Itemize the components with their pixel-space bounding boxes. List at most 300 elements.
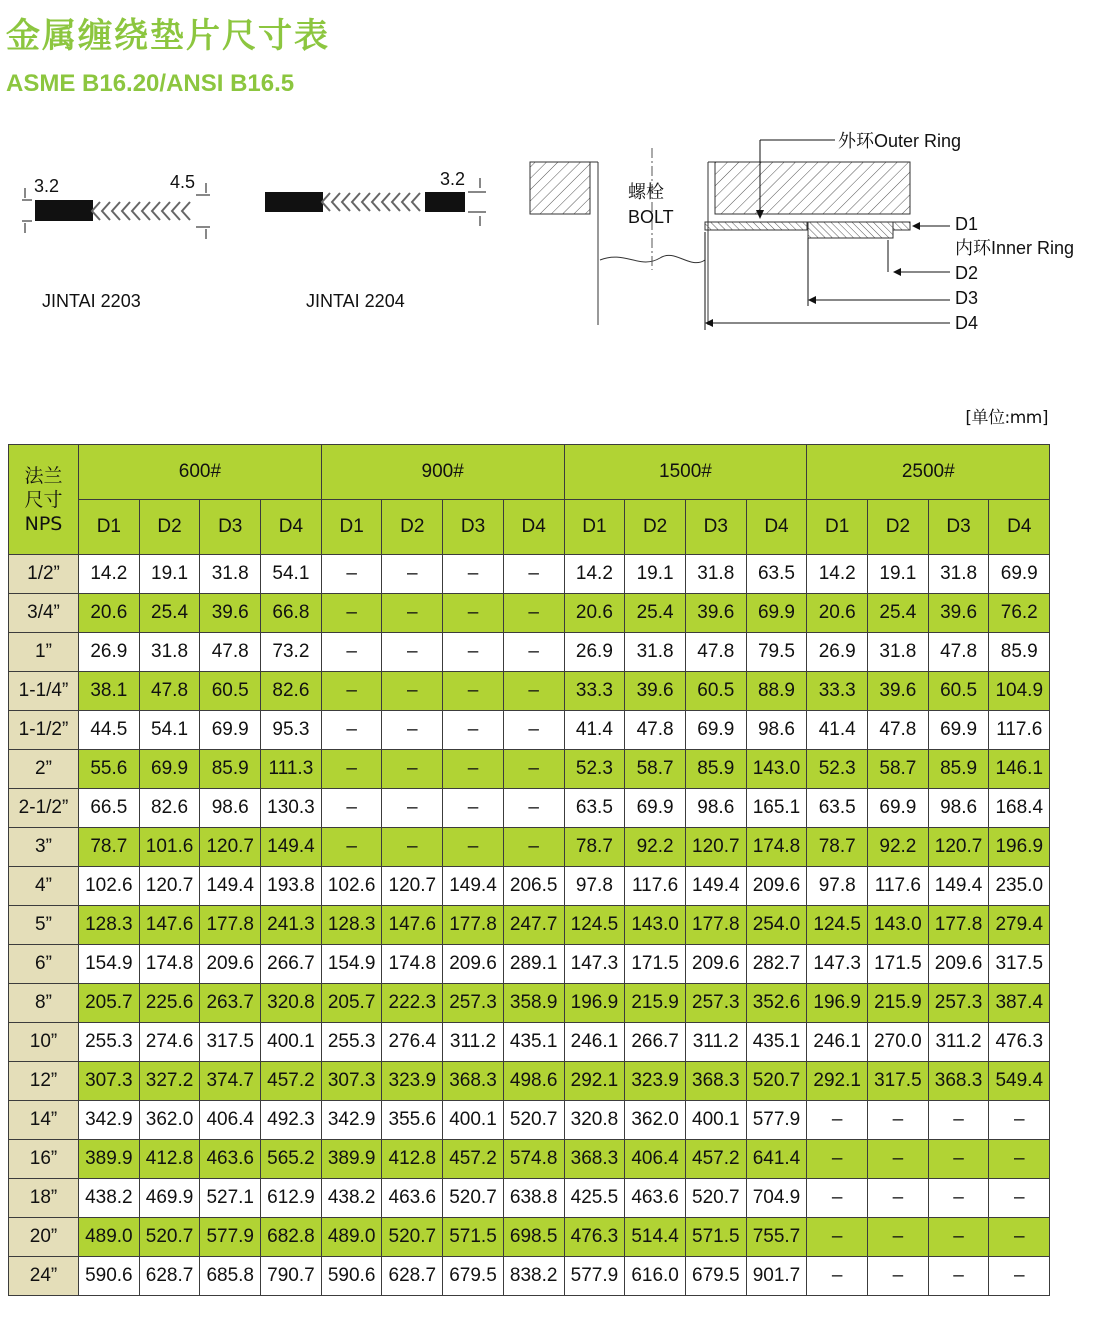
value-cell: 174.8 [746, 828, 807, 867]
value-cell: 489.0 [79, 1218, 140, 1257]
value-cell: 111.3 [261, 750, 322, 789]
value-cell: 574.8 [503, 1140, 564, 1179]
value-cell: 235.0 [989, 867, 1050, 906]
value-cell: 438.2 [321, 1179, 382, 1218]
value-cell: 14.2 [79, 555, 140, 594]
value-cell: 412.8 [139, 1140, 200, 1179]
dimension-header-2: D2 [625, 500, 686, 555]
pressure-class-header-row [9, 445, 1050, 500]
value-cell: 60.5 [200, 672, 261, 711]
value-cell: 39.6 [625, 672, 686, 711]
value-cell: 266.7 [261, 945, 322, 984]
d4-label: D4 [955, 313, 979, 333]
value-cell: – [382, 711, 443, 750]
value-cell: 520.7 [382, 1218, 443, 1257]
value-cell: 104.9 [989, 672, 1050, 711]
value-cell: 311.2 [443, 1023, 504, 1062]
nps-cell: 16” [9, 1140, 79, 1179]
value-cell: 387.4 [989, 984, 1050, 1023]
dimension-header-row [9, 500, 1050, 555]
page-subtitle: ASME B16.20/ANSI B16.5 [6, 70, 295, 97]
value-cell: 39.6 [200, 594, 261, 633]
value-cell: 457.2 [443, 1140, 504, 1179]
value-cell: 790.7 [261, 1257, 322, 1296]
value-cell: 98.6 [200, 789, 261, 828]
value-cell: 124.5 [564, 906, 625, 945]
value-cell: 92.2 [868, 828, 929, 867]
value-cell: 476.3 [989, 1023, 1050, 1062]
value-cell: – [989, 1101, 1050, 1140]
value-cell: – [443, 672, 504, 711]
value-cell: – [503, 828, 564, 867]
d2-label: D2 [955, 263, 979, 283]
value-cell: 69.9 [989, 555, 1050, 594]
table-body [9, 555, 1050, 1296]
value-cell: 14.2 [807, 555, 868, 594]
dimension-header-4: D4 [989, 500, 1050, 555]
gasket-2203-label: JINTAI 2203 [42, 291, 141, 311]
value-cell: – [807, 1179, 868, 1218]
value-cell: 469.9 [139, 1179, 200, 1218]
nps-cell: 20” [9, 1218, 79, 1257]
value-cell: 317.5 [989, 945, 1050, 984]
thickness-dim-left: 3.2 [34, 176, 60, 196]
value-cell: – [868, 1218, 929, 1257]
value-cell: 39.6 [868, 672, 929, 711]
value-cell: – [807, 1257, 868, 1296]
dimension-header-1: D1 [807, 500, 868, 555]
value-cell: – [443, 555, 504, 594]
value-cell: – [321, 711, 382, 750]
gasket-diagrams [0, 120, 1100, 345]
value-cell: 520.7 [685, 1179, 746, 1218]
value-cell: 149.4 [261, 828, 322, 867]
d3-label: D3 [955, 288, 979, 308]
value-cell: 317.5 [868, 1062, 929, 1101]
value-cell: 215.9 [868, 984, 929, 1023]
dimension-header-2: D2 [382, 500, 443, 555]
value-cell: 128.3 [79, 906, 140, 945]
value-cell: 317.5 [200, 1023, 261, 1062]
gasket-2203-figure [22, 172, 210, 311]
nps-cell: 5” [9, 906, 79, 945]
value-cell: 412.8 [382, 1140, 443, 1179]
value-cell: 527.1 [200, 1179, 261, 1218]
value-cell: 47.8 [139, 672, 200, 711]
outer-ring-label: 外环Outer Ring [838, 131, 962, 151]
value-cell: 165.1 [746, 789, 807, 828]
value-cell: – [503, 789, 564, 828]
inner-ring-shape [893, 222, 910, 230]
outer-ring-section [425, 192, 465, 212]
value-cell: 47.8 [625, 711, 686, 750]
value-cell: 628.7 [382, 1257, 443, 1296]
value-cell: – [321, 555, 382, 594]
spiral-winding-shape [808, 222, 893, 238]
table-row [9, 711, 1050, 750]
value-cell: 58.7 [625, 750, 686, 789]
value-cell: 577.9 [564, 1257, 625, 1296]
value-cell: 54.1 [139, 711, 200, 750]
value-cell: 209.6 [200, 945, 261, 984]
value-cell: 254.0 [746, 906, 807, 945]
table-row [9, 1140, 1050, 1179]
value-cell: 66.5 [79, 789, 140, 828]
dimension-header-3: D3 [200, 500, 261, 555]
value-cell: 60.5 [685, 672, 746, 711]
value-cell: 97.8 [807, 867, 868, 906]
dimension-header-4: D4 [503, 500, 564, 555]
value-cell: 400.1 [261, 1023, 322, 1062]
bolt-label-cn: 螺栓 [628, 182, 664, 202]
thickness-dim: 3.2 [440, 169, 466, 189]
value-cell: – [443, 789, 504, 828]
value-cell: 590.6 [79, 1257, 140, 1296]
unit-label: [单位:mm] [965, 408, 1048, 428]
value-cell: 149.4 [443, 867, 504, 906]
value-cell: 130.3 [261, 789, 322, 828]
value-cell: 196.9 [564, 984, 625, 1023]
value-cell: 292.1 [807, 1062, 868, 1101]
value-cell: 679.5 [685, 1257, 746, 1296]
value-cell: 257.3 [443, 984, 504, 1023]
value-cell: – [807, 1101, 868, 1140]
value-cell: – [382, 750, 443, 789]
nps-cell: 1-1/2” [9, 711, 79, 750]
value-cell: 263.7 [200, 984, 261, 1023]
value-cell: 520.7 [746, 1062, 807, 1101]
value-cell: 39.6 [928, 594, 989, 633]
value-cell: 225.6 [139, 984, 200, 1023]
value-cell: 31.8 [625, 633, 686, 672]
value-cell: 147.6 [139, 906, 200, 945]
nps-cell: 14” [9, 1101, 79, 1140]
value-cell: 352.6 [746, 984, 807, 1023]
dimension-header-4: D4 [261, 500, 322, 555]
value-cell: 19.1 [625, 555, 686, 594]
table-row [9, 1023, 1050, 1062]
value-cell: 117.6 [625, 867, 686, 906]
value-cell: 63.5 [746, 555, 807, 594]
value-cell: 101.6 [139, 828, 200, 867]
value-cell: 209.6 [746, 867, 807, 906]
value-cell: 149.4 [200, 867, 261, 906]
value-cell: 14.2 [564, 555, 625, 594]
value-cell: 196.9 [989, 828, 1050, 867]
value-cell: – [503, 711, 564, 750]
value-cell: 177.8 [200, 906, 261, 945]
value-cell: 247.7 [503, 906, 564, 945]
value-cell: 520.7 [139, 1218, 200, 1257]
value-cell: 270.0 [868, 1023, 929, 1062]
value-cell: – [382, 828, 443, 867]
value-cell: 98.6 [685, 789, 746, 828]
value-cell: 102.6 [79, 867, 140, 906]
value-cell: – [868, 1179, 929, 1218]
value-cell: 193.8 [261, 867, 322, 906]
value-cell: 147.3 [807, 945, 868, 984]
value-cell: 168.4 [989, 789, 1050, 828]
value-cell: – [928, 1257, 989, 1296]
value-cell: 641.4 [746, 1140, 807, 1179]
value-cell: – [443, 633, 504, 672]
value-cell: 205.7 [321, 984, 382, 1023]
gasket-2204-figure [265, 169, 486, 311]
value-cell: – [382, 594, 443, 633]
value-cell: 374.7 [200, 1062, 261, 1101]
dimension-header-4: D4 [746, 500, 807, 555]
value-cell: 257.3 [928, 984, 989, 1023]
value-cell: 457.2 [685, 1140, 746, 1179]
value-cell: 266.7 [625, 1023, 686, 1062]
value-cell: 571.5 [685, 1218, 746, 1257]
value-cell: 25.4 [868, 594, 929, 633]
value-cell: 368.3 [685, 1062, 746, 1101]
value-cell: 128.3 [321, 906, 382, 945]
value-cell: – [807, 1218, 868, 1257]
nps-cell: 1/2” [9, 555, 79, 594]
gasket-2204-label: JINTAI 2204 [306, 291, 405, 311]
value-cell: 276.4 [382, 1023, 443, 1062]
value-cell: – [503, 594, 564, 633]
value-cell: 327.2 [139, 1062, 200, 1101]
value-cell: 41.4 [564, 711, 625, 750]
table-row [9, 1257, 1050, 1296]
gasket-dimension-table [8, 444, 1050, 1296]
class-1500-header: 1500# [564, 445, 807, 500]
value-cell: 85.9 [928, 750, 989, 789]
value-cell: – [443, 750, 504, 789]
value-cell: 102.6 [321, 867, 382, 906]
value-cell: 196.9 [807, 984, 868, 1023]
dimension-lines [468, 178, 486, 226]
value-cell: 463.6 [625, 1179, 686, 1218]
value-cell: 489.0 [321, 1218, 382, 1257]
value-cell: 33.3 [807, 672, 868, 711]
value-cell: 282.7 [746, 945, 807, 984]
value-cell: 66.8 [261, 594, 322, 633]
value-cell: 577.9 [746, 1101, 807, 1140]
value-cell: 514.4 [625, 1218, 686, 1257]
dimension-header-3: D3 [685, 500, 746, 555]
thickness-dim-right: 4.5 [170, 172, 196, 192]
value-cell: 54.1 [261, 555, 322, 594]
value-cell: 60.5 [928, 672, 989, 711]
value-cell: 425.5 [564, 1179, 625, 1218]
value-cell: 362.0 [625, 1101, 686, 1140]
value-cell: 463.6 [382, 1179, 443, 1218]
value-cell: 85.9 [685, 750, 746, 789]
value-cell: 755.7 [746, 1218, 807, 1257]
value-cell: 149.4 [685, 867, 746, 906]
value-cell: 147.6 [382, 906, 443, 945]
value-cell: 320.8 [564, 1101, 625, 1140]
value-cell: 549.4 [989, 1062, 1050, 1101]
value-cell: 246.1 [564, 1023, 625, 1062]
value-cell: – [382, 555, 443, 594]
value-cell: 38.1 [79, 672, 140, 711]
value-cell: 215.9 [625, 984, 686, 1023]
value-cell: 88.9 [746, 672, 807, 711]
table-row [9, 633, 1050, 672]
table-row [9, 594, 1050, 633]
value-cell: 20.6 [807, 594, 868, 633]
value-cell: 638.8 [503, 1179, 564, 1218]
value-cell: 154.9 [79, 945, 140, 984]
table-row [9, 1179, 1050, 1218]
value-cell: 85.9 [200, 750, 261, 789]
value-cell: 520.7 [443, 1179, 504, 1218]
value-cell: 19.1 [139, 555, 200, 594]
value-cell: 255.3 [79, 1023, 140, 1062]
value-cell: 149.4 [928, 867, 989, 906]
value-cell: 26.9 [79, 633, 140, 672]
value-cell: 612.9 [261, 1179, 322, 1218]
value-cell: 682.8 [261, 1218, 322, 1257]
value-cell: 177.8 [685, 906, 746, 945]
value-cell: 69.9 [200, 711, 261, 750]
value-cell: 69.9 [685, 711, 746, 750]
spiral-winding [322, 193, 420, 211]
value-cell: 435.1 [746, 1023, 807, 1062]
value-cell: 368.3 [928, 1062, 989, 1101]
nps-cell: 1” [9, 633, 79, 672]
table-row [9, 789, 1050, 828]
value-cell: 362.0 [139, 1101, 200, 1140]
value-cell: 31.8 [139, 633, 200, 672]
value-cell: 154.9 [321, 945, 382, 984]
value-cell: 307.3 [79, 1062, 140, 1101]
value-cell: – [321, 828, 382, 867]
value-cell: 147.3 [564, 945, 625, 984]
value-cell: 628.7 [139, 1257, 200, 1296]
value-cell: 590.6 [321, 1257, 382, 1296]
value-cell: – [503, 633, 564, 672]
value-cell: 47.8 [928, 633, 989, 672]
value-cell: 19.1 [868, 555, 929, 594]
value-cell: 571.5 [443, 1218, 504, 1257]
inner-ring-section [265, 192, 323, 212]
value-cell: 31.8 [928, 555, 989, 594]
value-cell: 120.7 [200, 828, 261, 867]
value-cell: 58.7 [868, 750, 929, 789]
value-cell: – [382, 633, 443, 672]
value-cell: 39.6 [685, 594, 746, 633]
table-row [9, 750, 1050, 789]
value-cell: – [382, 672, 443, 711]
value-cell: 47.8 [868, 711, 929, 750]
value-cell: 47.8 [200, 633, 261, 672]
value-cell: 78.7 [79, 828, 140, 867]
value-cell: 174.8 [139, 945, 200, 984]
value-cell: 85.9 [989, 633, 1050, 672]
value-cell: 406.4 [200, 1101, 261, 1140]
value-cell: 209.6 [685, 945, 746, 984]
value-cell: 209.6 [443, 945, 504, 984]
value-cell: 406.4 [625, 1140, 686, 1179]
value-cell: – [443, 828, 504, 867]
value-cell: 98.6 [928, 789, 989, 828]
value-cell: 209.6 [928, 945, 989, 984]
table-row [9, 867, 1050, 906]
value-cell: 143.0 [868, 906, 929, 945]
value-cell: 117.6 [868, 867, 929, 906]
value-cell: 69.9 [625, 789, 686, 828]
value-cell: 120.7 [139, 867, 200, 906]
nps-cell: 3” [9, 828, 79, 867]
value-cell: 82.6 [139, 789, 200, 828]
value-cell: 679.5 [443, 1257, 504, 1296]
value-cell: 438.2 [79, 1179, 140, 1218]
value-cell: 616.0 [625, 1257, 686, 1296]
value-cell: – [503, 672, 564, 711]
value-cell: 400.1 [443, 1101, 504, 1140]
value-cell: 73.2 [261, 633, 322, 672]
value-cell: 92.2 [625, 828, 686, 867]
table-row [9, 1101, 1050, 1140]
nps-header-line1: 法兰 [24, 464, 63, 487]
value-cell: – [443, 594, 504, 633]
table-row [9, 1062, 1050, 1101]
value-cell: 26.9 [564, 633, 625, 672]
table-row [9, 906, 1050, 945]
value-cell: 257.3 [685, 984, 746, 1023]
value-cell: 246.1 [807, 1023, 868, 1062]
value-cell: 31.8 [868, 633, 929, 672]
dimension-header-1: D1 [564, 500, 625, 555]
value-cell: 69.9 [928, 711, 989, 750]
value-cell: – [382, 789, 443, 828]
value-cell: 97.8 [564, 867, 625, 906]
value-cell: 120.7 [928, 828, 989, 867]
value-cell: 79.5 [746, 633, 807, 672]
value-cell: 311.2 [928, 1023, 989, 1062]
value-cell: 82.6 [261, 672, 322, 711]
class-600-header: 600# [79, 445, 322, 500]
value-cell: 520.7 [503, 1101, 564, 1140]
value-cell: 206.5 [503, 867, 564, 906]
value-cell: 143.0 [746, 750, 807, 789]
value-cell: – [321, 672, 382, 711]
table-row [9, 945, 1050, 984]
value-cell: 20.6 [564, 594, 625, 633]
value-cell: 355.6 [382, 1101, 443, 1140]
value-cell: 274.6 [139, 1023, 200, 1062]
value-cell: 222.3 [382, 984, 443, 1023]
value-cell: 78.7 [807, 828, 868, 867]
value-cell: 323.9 [625, 1062, 686, 1101]
bolt-label-en: BOLT [628, 207, 674, 227]
value-cell: 311.2 [685, 1023, 746, 1062]
value-cell: 565.2 [261, 1140, 322, 1179]
value-cell: 52.3 [807, 750, 868, 789]
value-cell: 577.9 [200, 1218, 261, 1257]
value-cell: 143.0 [625, 906, 686, 945]
dimension-header-3: D3 [443, 500, 504, 555]
nps-cell: 4” [9, 867, 79, 906]
value-cell: – [928, 1179, 989, 1218]
nps-cell: 8” [9, 984, 79, 1023]
value-cell: 389.9 [79, 1140, 140, 1179]
value-cell: – [868, 1101, 929, 1140]
nps-cell: 10” [9, 1023, 79, 1062]
nps-header [9, 445, 79, 555]
value-cell: 20.6 [79, 594, 140, 633]
nps-header-line3: NPS [24, 512, 63, 535]
value-cell: – [321, 789, 382, 828]
nps-cell: 1-1/4” [9, 672, 79, 711]
value-cell: 368.3 [443, 1062, 504, 1101]
